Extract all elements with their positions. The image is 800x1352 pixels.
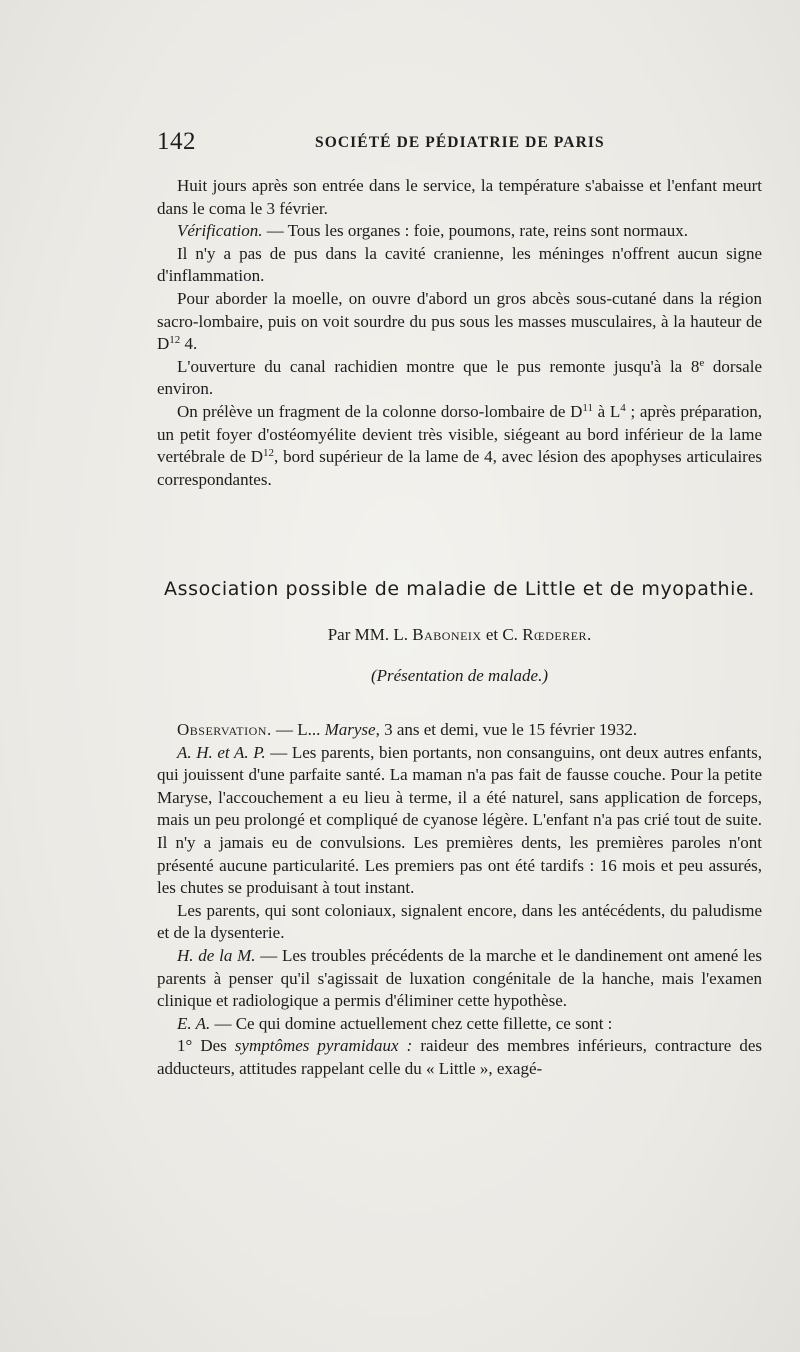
running-head: SOCIÉTÉ DE PÉDIATRIE DE PARIS — [315, 134, 605, 151]
paragraph: H. de la M. — Les troubles précédents de la marche et le dandinement ont amené les parents à penser qu'il s'agissait de luxation congénitale de la hanche, mais l'examen clinique et radiologique a permis d'éliminer cette hypothèse. — [157, 945, 762, 1011]
heading-label: H. de la M. — [177, 945, 256, 965]
paragraph: Les parents, qui sont coloniaux, signalent encore, dans les antécédents, du paludisme et de la dysenterie. — [157, 900, 762, 943]
paragraph: Pour aborder la moelle, on ouvre d'abord un gros abcès sous-cutané dans la région sacro-lombaire, puis on voit sourdre du pus sous les masses musculaires, à la hauteur de $D^{12}$ 4. — [157, 288, 762, 354]
page-header — [157, 128, 762, 158]
paragraph: On prélève un fragment de la colonne dorso-lombaire de $D^{11}$ à $L^4$ ; après préparation, un petit foyer d'ostéomyélite devient très visible, siégeant au bord inférieur de la lame vertébrale de $D^{12}$, bord supérieur de la lame de 4, avec lésion des apophyses articulaires correspondantes. — [157, 401, 763, 489]
paragraph: Il n'y a pas de pus dans la cavité cranienne, les méninges n'offrent aucun signe d'inflammation. — [157, 243, 762, 286]
observation-section — [157, 719, 762, 1081]
paragraph: Vérification. — Tous les organes : foie, poumons, rate, reins sont normaux. — [177, 221, 688, 241]
author-name: Baboneix — [412, 625, 482, 644]
paragraph: Huit jours après son entrée dans le service, la température s'abaisse et l'enfant meurt dans le coma le 3 février. — [157, 176, 762, 218]
paragraph: Observation. — L... Maryse, 3 ans et demi, vue le 15 février 1932. — [177, 720, 638, 739]
page-number: 142 — [157, 128, 196, 155]
article-authors: Par MM. L. Baboneix et C. Rœderer. — [327, 625, 592, 644]
paragraph: E. A. — Ce qui domine actuellement chez cette fillette, ce sont : — [177, 1013, 613, 1033]
heading-label: E. A. — [177, 1013, 211, 1033]
verification-section — [157, 175, 762, 491]
verification-label: Vérification. — [177, 221, 263, 241]
observation-label: Observation. — [177, 720, 272, 739]
paragraph: L'ouverture du canal rachidien montre que le pus remonte jusqu'à la 8e dorsale environ. — [157, 356, 762, 399]
heading-label: A. H. et A. P. — [177, 742, 266, 762]
paragraph: 1° Des symptômes pyramidaux : raideur des membres inférieurs, contracture des adducteurs, attitudes rappelant celle du « Little », exagé- — [157, 1036, 763, 1078]
article-title: Association possible de maladie de Little et de myopathie. — [164, 578, 755, 600]
author-name: Rœderer — [522, 625, 588, 644]
paragraph: A. H. et A. P. — Les parents, bien portants, non consanguins, ont deux autres enfants, qui jouissent d'une parfaite santé. La maman n'a pas fait de fausse couche. Pour la petite Maryse, l'accouchement a eu lieu à terme, il a été naturel, sans application de forceps, mais un peu prolongé et compliqué de cyanose légère. L'enfant n'a pas crié tout de suite. Il n'y a jamais eu de convulsions. Les premières dents, les premières paroles n'ont présenté aucune particularité. Les premiers pas ont été tardifs : 16 mois et peu assurés, les chutes se produisant à tout instant. — [157, 742, 763, 898]
presentation-note: (Présentation de malade.) — [370, 666, 549, 685]
